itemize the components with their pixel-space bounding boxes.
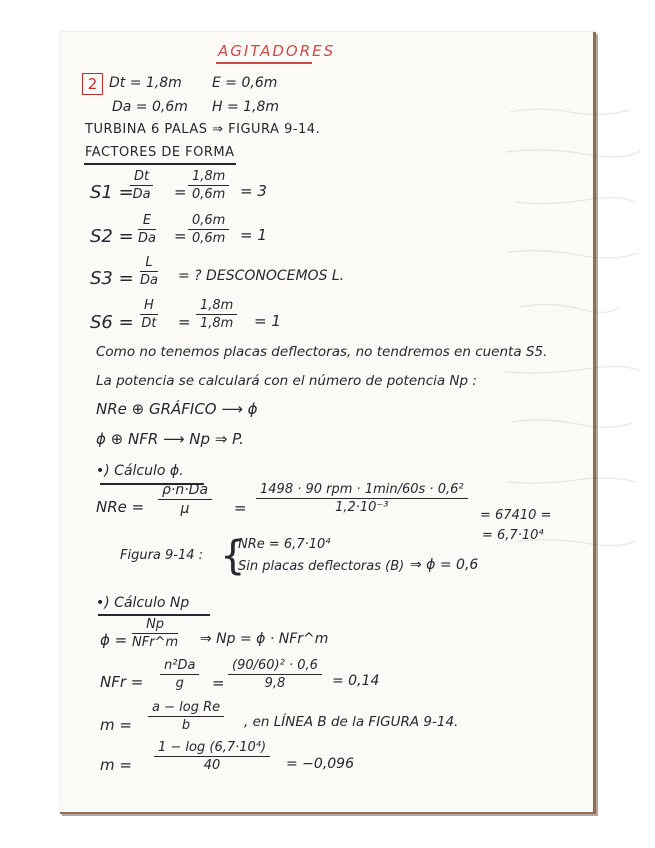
s3-result: = ? DESCONOCEMOS L.	[178, 268, 345, 284]
shape-factors-heading: FACTORES DE FORMA	[85, 145, 235, 160]
figure-brace: {	[220, 533, 246, 579]
nfr-num-2: (90/60)² · 0,6	[228, 658, 322, 675]
given-dt: Dt = 1,8m	[109, 75, 182, 91]
nre-den-1: μ	[180, 501, 190, 517]
nre-result-1: = 67410 =	[480, 508, 552, 523]
nre-fraction-2	[256, 482, 468, 515]
problem-number-box: 2	[82, 73, 103, 95]
np-num: Np	[132, 617, 178, 634]
np-lhs: ϕ =	[100, 631, 128, 649]
s6-num-1: H	[140, 298, 158, 315]
heading-underline	[84, 163, 236, 165]
paragraph-deflectors: Como no tenemos placas deflectoras, no tendremos en cuenta S5.	[96, 344, 548, 360]
given-h: H = 1,8m	[212, 99, 280, 115]
s1-num-1: Dt	[130, 169, 153, 186]
paragraph-power: La potencia se calculará con el número de potencia Np :	[96, 373, 477, 389]
nre-result-2: = 6,7·10⁴	[482, 528, 544, 543]
calc-phi-heading: •) Cálculo ϕ.	[96, 463, 184, 479]
nfr-equals: =	[212, 674, 225, 692]
nre-num-1: ρ·n·Da	[158, 482, 212, 500]
s2-den-2: 0,6m	[192, 231, 226, 246]
nfr-result: = 0,14	[332, 673, 380, 689]
notebook-page	[60, 32, 596, 814]
s6-den-2: 1,8m	[200, 316, 234, 331]
nfr-label: NFr =	[100, 673, 144, 691]
s1-fraction-2	[188, 169, 229, 202]
nfr-den-1: g	[175, 676, 184, 691]
s6-result: = 1	[254, 312, 281, 330]
s2-label: S2 =	[90, 226, 134, 247]
s6-fraction-2	[196, 298, 237, 331]
s1-label: S1 =	[90, 182, 134, 203]
nfr-den-2: 9,8	[264, 676, 286, 691]
nre-label: NRe =	[96, 498, 145, 516]
np-rhs: ⇒ Np = ϕ · NFr^m	[200, 631, 329, 647]
s2-num-2: 0,6m	[188, 213, 229, 230]
s3-num: L	[140, 255, 158, 272]
m-value-den: 40	[203, 758, 221, 773]
nre-num-2: 1498 · 90 rpm · 1min/60s · 0,6²	[256, 482, 468, 499]
s1-den-2: 0,6m	[192, 187, 226, 202]
flow-nre-phi: NRe ⊕ GRÁFICO ⟶ ϕ	[96, 400, 258, 418]
figure-line-1: NRe = 6,7·10⁴	[238, 537, 331, 552]
s1-equals: =	[174, 183, 187, 201]
s6-fraction-1	[140, 298, 158, 331]
s1-fraction-1	[130, 169, 153, 202]
s3-label: S3 =	[90, 268, 134, 289]
calc-np-underline	[98, 614, 210, 616]
flow-phi-np: ϕ ⊕ NFR ⟶ Np ⇒ P.	[96, 430, 244, 448]
turbine-line: TURBINA 6 PALAS ⇒ FIGURA 9-14.	[85, 122, 321, 137]
page-title: AGITADORES	[218, 42, 336, 60]
calc-np-heading: •) Cálculo Np	[96, 595, 190, 611]
s6-label: S6 =	[90, 312, 134, 333]
s2-fraction-1	[138, 213, 156, 246]
m-formula-fraction	[148, 700, 224, 733]
np-fraction	[132, 617, 178, 650]
m-value-fraction	[154, 740, 270, 773]
m-value-num: 1 − log (6,7·10⁴)	[154, 740, 270, 757]
figure-result: ⇒ ϕ = 0,6	[410, 557, 479, 573]
nre-fraction-1	[158, 482, 212, 517]
s2-num-1: E	[138, 213, 156, 230]
s6-den-1: Dt	[141, 316, 157, 331]
given-e: E = 0,6m	[212, 75, 278, 91]
s1-den-1: Da	[132, 187, 151, 202]
m-formula-num: a − log Re	[148, 700, 224, 717]
m-formula-lhs: m =	[100, 716, 132, 734]
m-formula-den: b	[181, 718, 191, 733]
np-den: NFr^m	[132, 635, 179, 650]
title-underline	[216, 62, 312, 64]
figure-line-2: Sin placas deflectoras (B)	[238, 559, 405, 574]
nre-den-2: 1,2·10⁻³	[335, 500, 389, 515]
nfr-fraction-1	[160, 658, 199, 691]
s1-num-2: 1,8m	[188, 169, 229, 186]
m-formula-rhs: , en LÍNEA B de la FIGURA 9-14.	[244, 714, 459, 730]
s2-result: = 1	[240, 226, 267, 244]
s1-result: = 3	[240, 182, 267, 200]
s2-den-1: Da	[138, 231, 156, 246]
given-da: Da = 0,6m	[112, 99, 188, 115]
s2-fraction-2	[188, 213, 229, 246]
s6-equals: =	[178, 313, 191, 331]
s2-equals: =	[174, 227, 187, 245]
nre-equals: =	[234, 499, 247, 517]
nfr-num-1: n²Da	[160, 658, 199, 675]
m-value-result: = −0,096	[286, 756, 354, 772]
nfr-fraction-2	[228, 658, 322, 691]
figure-label: Figura 9-14 :	[120, 548, 204, 563]
s3-fraction	[140, 255, 158, 288]
m-value-lhs: m =	[100, 756, 132, 774]
s6-num-2: 1,8m	[196, 298, 237, 315]
s3-den: Da	[140, 273, 158, 288]
